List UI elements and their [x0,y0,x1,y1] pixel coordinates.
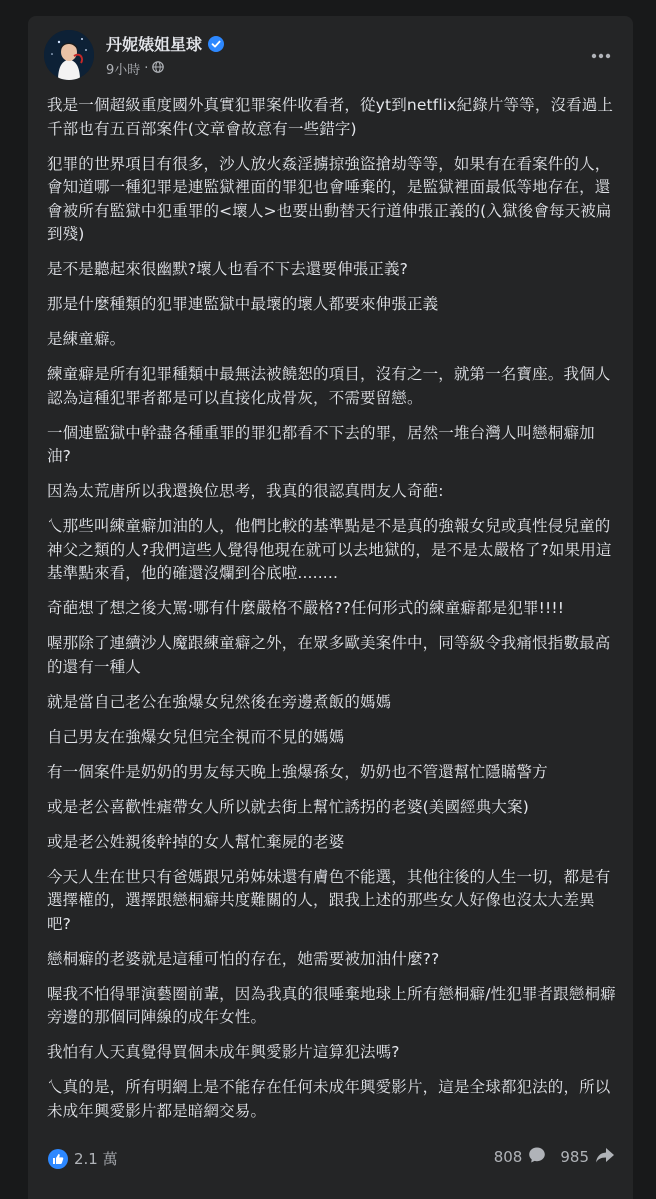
post-paragraph: 就是當自己老公在強爆女兒然後在旁邊煮飯的媽媽 [47,692,392,711]
comment-icon [528,1146,546,1168]
share-count: 985 [560,1148,589,1166]
post-paragraph: 或是老公姓親後幹掉的女人幫忙棄屍的老婆 [47,832,345,851]
avatar[interactable] [44,30,94,80]
meta-separator: · [144,61,149,76]
verified-badge-icon [208,36,224,52]
post-paragraph: 自己男友在強爆女兒但完全視而不見的媽媽 [47,727,345,746]
post-paragraph: 乀那些叫練童癖加油的人，他們比較的基準點是不是真的強報女兒或真性侵兒童的神父之類的人?我們這些人覺得他現在就可以去地獄的，是不是太嚴格了?如果用這基準點來看，他的確還沒爛到谷底啦........ [47,517,612,582]
more-options-button[interactable] [585,40,617,72]
post-paragraph: 奇葩想了想之後大罵:哪有什麼嚴格不嚴格??任何形式的練童癖都是犯罪!!!! [47,599,565,617]
post-paragraph: 今天人生在世只有爸媽跟兄弟姊妹還有膚色不能選，其他往後的人生一切，都是有選擇權的，選擇跟戀桐癖共度難關的人，跟我上述的那些女人好像也沒太大差異吧? [47,867,611,933]
post-paragraph: 我怕有人天真覺得買個未成年興愛影片這算犯法嗎? [47,1043,400,1061]
author-name[interactable]: 丹妮婊姐星球 [106,35,203,54]
post-paragraph: 喔那除了連續沙人魔跟練童癖之外，在眾多歐美案件中，同等級令我痛恨指數最高的還有一種人 [47,634,611,676]
post-paragraph: 那是什麼種類的犯罪連監獄中最壞的壞人都要來伸張正義 [47,295,439,313]
globe-icon [152,61,164,77]
post-paragraph: 戀桐癖的老婆就是這種可怕的存在，她需要被加油什麼?? [47,949,440,968]
post-paragraph: 我是一個超級重度國外真實犯罪案件收看者，從yt到netflix紀錄片等等，沒看過上千部也有五百部案件(文章會故意有一些錯字) [47,96,614,138]
reactions-bar [28,1138,633,1178]
post-paragraph: 有一個案件是奶奶的男友每天晚上強爆孫女，奶奶也不管還幫忙隱瞞警方 [47,762,548,781]
post-paragraph: 是練童癖。 [47,330,126,348]
like-summary[interactable] [48,1148,118,1169]
post-paragraph: 或是老公喜歡性瘧帶女人所以就去街上幫忙誘拐的老婆(美國經典大案) [47,797,529,816]
post-paragraph: 一個連監獄中幹盡各種重罪的罪犯都看不下去的罪，居然一堆台灣人叫戀桐癖加油? [47,423,595,465]
post-paragraph: 是不是聽起來很幽默?壞人也看不下去還要伸張正義? [47,260,409,278]
post-paragraph: 練童癖是所有犯罪種類中最無法被饒恕的項目，沒有之一，就第一名寶座。我個人認為這種犯罪者都是可以直接化成骨灰，不需要留戀。 [47,365,611,407]
like-count: 2.1 萬 [74,1150,118,1168]
post-card [28,16,633,1199]
post-paragraph: 犯罪的世界項目有很多，沙人放火姦淫擄掠強盜搶劫等等，如果有在看案件的人，會知道哪一種犯罪是連監獄裡面的罪犯也會唾棄的，是監獄裡面最低等地存在，還會被所有監獄中犯重罪的<壞人>也要出動替天行道伸張正義的(入獄後會每天被扁到殘) [47,154,612,243]
engagement-stats [494,1146,615,1168]
share-icon [595,1146,615,1168]
comment-count-button[interactable] [494,1146,547,1168]
post-paragraph: 喔我不怕得罪演藝圈前輩，因為我真的很唾棄地球上所有戀桐癖/性犯罪者跟戀桐癖旁邊的那個同陣線的成年女性。 [47,984,616,1026]
post-meta [106,59,164,78]
post-body [47,94,617,1135]
like-icon [48,1149,68,1169]
comment-count: 808 [493,1148,523,1166]
avatar-image [44,30,94,80]
post-header [44,30,617,86]
author-name-row [106,32,224,55]
post-time[interactable]: 9小時 [106,63,141,78]
more-icon [591,53,611,59]
post-paragraph: 因為太荒唐所以我還換位思考，我真的很認真問友人奇葩: [47,482,444,500]
share-count-button[interactable] [560,1146,615,1168]
post-paragraph: 乀真的是，所有明網上是不能存在任何未成年興愛影片，這是全球都犯法的，所以未成年興愛影片都是暗網交易。 [47,1078,611,1120]
